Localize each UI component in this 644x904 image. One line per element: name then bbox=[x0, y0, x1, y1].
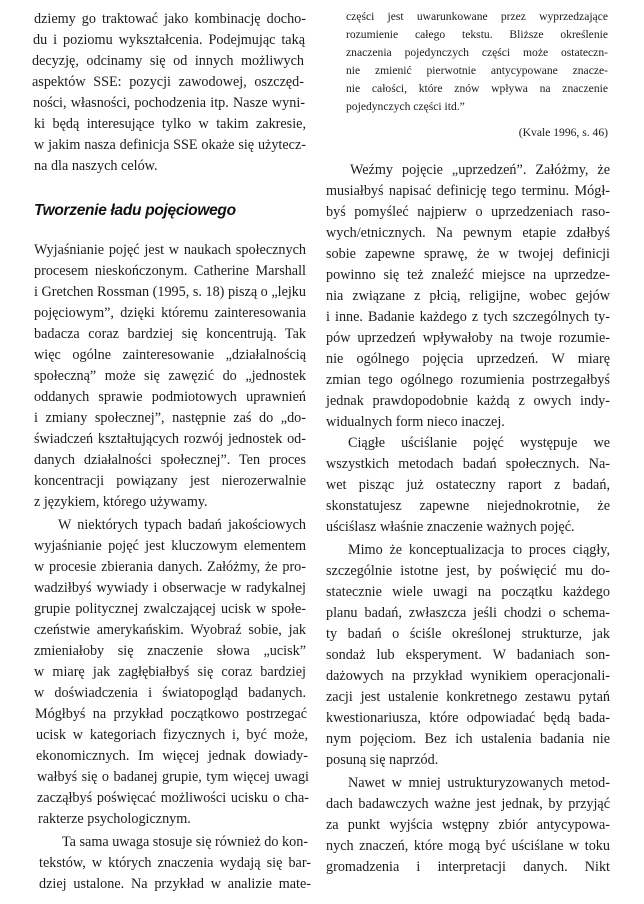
text-line: kwestionariusza, które odpowiadać będą bada- bbox=[326, 710, 610, 726]
quote-line: nie całości, które znów wpływa na znaczenie bbox=[346, 82, 608, 95]
text-line: tekstów, w których znaczenia wydają się bar- bbox=[39, 855, 311, 871]
text-line: na dla naszych celów. bbox=[34, 158, 158, 174]
text-line: w doświadczenia i światopogląd badanych. bbox=[34, 685, 306, 701]
text-line: Wyjaśnianie pojęć jest w naukach społecznych bbox=[34, 242, 306, 258]
text-line: ki będą interesujące tylko w takim zakresie, bbox=[34, 116, 306, 132]
quote-citation: (Kvale 1996, s. 46) bbox=[518, 126, 608, 139]
text-line: grupie politycznej zwalczającej ucisk w społe- bbox=[34, 601, 306, 617]
text-line: dziemy go traktować jako kombinację docho- bbox=[34, 11, 306, 27]
text-line: nia związane z płcią, religijne, wobec gejów bbox=[326, 288, 610, 304]
text-line: powinno się też znaleźć miejsce na uprzedze- bbox=[326, 267, 610, 283]
text-line: du i poziomu wykształcenia. Podejmując taką bbox=[33, 32, 305, 48]
text-line: zacząłbyś poświęcać możliwości ucisku o cha- bbox=[37, 790, 309, 806]
quote-line: części jest uwarunkowane przez wyprzedzające bbox=[346, 10, 608, 23]
text-line: badacza coraz bardziej się koncentrują. Tak bbox=[34, 326, 306, 342]
text-line: Ciągłe uściślanie pojęć występuje we bbox=[348, 435, 610, 451]
text-line: w procesie zbierania danych. Załóżmy, że pro- bbox=[34, 559, 306, 575]
text-line: nych znaczeń, które mogą być uściślane w toku bbox=[326, 838, 610, 854]
text-line: gromadzenia i interpretacji danych. Nikt bbox=[326, 859, 610, 875]
section-heading: Tworzenie ładu pojęciowego bbox=[34, 202, 236, 219]
text-line: za punkt wyjścia wstępny zbiór antycypowa- bbox=[326, 817, 610, 833]
quote-line: rozumienie całego tekstu. Bliższe określenie bbox=[346, 28, 608, 41]
text-line: z językiem, którego używamy. bbox=[34, 494, 208, 510]
text-line: wyjaśnianie pojęć jest kluczowym elementem bbox=[34, 538, 306, 554]
text-line: czeństwie amerykańskim. Wyobraź sobie, jak bbox=[34, 622, 306, 638]
text-line: pów uprzedzeń wpływałoby na twoje rozumie- bbox=[326, 330, 610, 346]
text-line: sondaż lub eksperyment. W badaniach son- bbox=[326, 647, 610, 663]
text-line: koncentracji powiązany jest nierozerwalnie bbox=[34, 473, 306, 489]
text-line: wet pisząc już ostateczny raport z badań, bbox=[326, 477, 610, 493]
text-line: szczególnie istotne jest, by poświęcić mu do- bbox=[326, 563, 610, 579]
text-line: Mimo że konceptualizacja to proces ciągły, bbox=[348, 542, 610, 558]
text-line: Nawet w mniej ustrukturyzowanych metod- bbox=[348, 775, 610, 791]
text-line: społeczną” może się zawęzić do „jednostek bbox=[34, 368, 306, 384]
text-line: jednak prawdopodobnie każdą z owych indy- bbox=[326, 393, 610, 409]
text-line: w miarę jak zagłębiałbyś się coraz bardziej bbox=[34, 664, 306, 680]
text-line: statecznie wiele uwagi na początku każdego bbox=[326, 584, 610, 600]
text-line: skonstatujesz zapewne niejednokrotnie, że bbox=[326, 498, 610, 514]
text-line: świadczeń kształtujących rozwój jednostek od- bbox=[34, 431, 306, 447]
text-line: dziej ustalone. Na przykład w analizie mate- bbox=[39, 876, 311, 892]
text-line: wadziłbyś wywiady i obserwacje w radykalnej bbox=[34, 580, 306, 596]
text-line: sobie zapewne sprawę, że w twojej definicji bbox=[326, 246, 610, 262]
text-line: decyzję, odcinamy się od innych możliwych bbox=[32, 53, 304, 69]
quote-line: pojedynczych części itd.” bbox=[346, 100, 465, 113]
text-line: dażowych na przykład wynikiem operacjonali- bbox=[326, 668, 610, 684]
text-line: Weźmy pojęcie „uprzedzeń”. Załóżmy, że bbox=[350, 162, 610, 178]
text-line: posuną się naprzód. bbox=[326, 752, 439, 768]
text-line: i zmiany społecznej”, następnie zaś do „do- bbox=[34, 410, 306, 426]
text-line: aspektów SSE: pozycji zawodowej, oszczęd- bbox=[32, 74, 304, 90]
text-line: zacji jest ustalenie konkretnego zestawu pytań bbox=[326, 689, 610, 705]
text-line: Mógłbyś na przykład początkowo postrzegać bbox=[35, 706, 307, 722]
text-line: ekonomicznych. Im więcej jednak dowiady- bbox=[36, 748, 308, 764]
text-line: procesem nieskończonym. Catherine Marshall bbox=[34, 263, 306, 279]
text-line: widualnych form nieco inaczej. bbox=[326, 414, 505, 430]
text-line: pojęciowym”, dzięki któremu zainteresowania bbox=[34, 305, 306, 321]
text-line: wszystkich metodach badań społecznych. Na- bbox=[326, 456, 610, 472]
text-line: zmieniałoby się znaczenie słowa „ucisk” bbox=[34, 643, 306, 659]
text-line: nie ogólnego pojęcia uprzedzeń. W miarę bbox=[326, 351, 610, 367]
text-line: zmian tego ogólnego rozumienia postrzegałbyś bbox=[326, 372, 610, 388]
text-line: uściślasz właśnie znaczenie ważnych pojęć. bbox=[326, 519, 575, 535]
quote-line: nie zmienić pierwotnie antycypowane znacze- bbox=[346, 64, 608, 77]
text-line: ucisk w kategoriach fizycznych i, być może, bbox=[36, 727, 308, 743]
text-line: w jakim nasza definicja SSE okaże się użytecz- bbox=[34, 137, 306, 153]
text-line: i inne. Badanie każdego z tych szczególnych ty- bbox=[326, 309, 610, 325]
text-line: ności, własności, pochodzenia itp. Nasze wyni- bbox=[33, 95, 305, 111]
text-line: planu badań, zwłaszcza jeśli chodzi o schema- bbox=[326, 605, 610, 621]
text-line: więc ogólne zainteresowanie „działalnością bbox=[34, 347, 306, 363]
text-line: ty badań o ściśle określonej strukturze, jak bbox=[326, 626, 610, 642]
text-line: byś pomyśleć najpierw o uprzedzeniach raso- bbox=[326, 204, 610, 220]
quote-line: znaczenia pojedynczych części może ostateczn- bbox=[346, 46, 608, 59]
text-line: oddanych sprawie podmiotowych uprawnień bbox=[34, 389, 306, 405]
text-line: wałbyś się o badanej grupie, tym więcej uwagi bbox=[37, 769, 309, 785]
text-line: danych działalności społecznej”. Ten proces bbox=[34, 452, 306, 468]
text-line: dach badawczych ważne jest jednak, by przyjąć bbox=[326, 796, 610, 812]
text-line: i Gretchen Rossman (1995, s. 18) piszą o „lejku bbox=[34, 284, 306, 300]
text-line: rakterze psychologicznym. bbox=[38, 811, 191, 827]
text-line: musiałbyś napisać definicję tego terminu. Mógł- bbox=[326, 183, 610, 199]
text-line: nym pojęciom. Bez ich ustalenia badania nie bbox=[326, 731, 610, 747]
text-line: W niektórych typach badań jakościowych bbox=[58, 517, 306, 533]
text-line: Ta sama uwaga stosuje się również do kon- bbox=[62, 834, 309, 850]
text-line: wych/etnicznych. Na pewnym etapie zdałbyś bbox=[326, 225, 610, 241]
